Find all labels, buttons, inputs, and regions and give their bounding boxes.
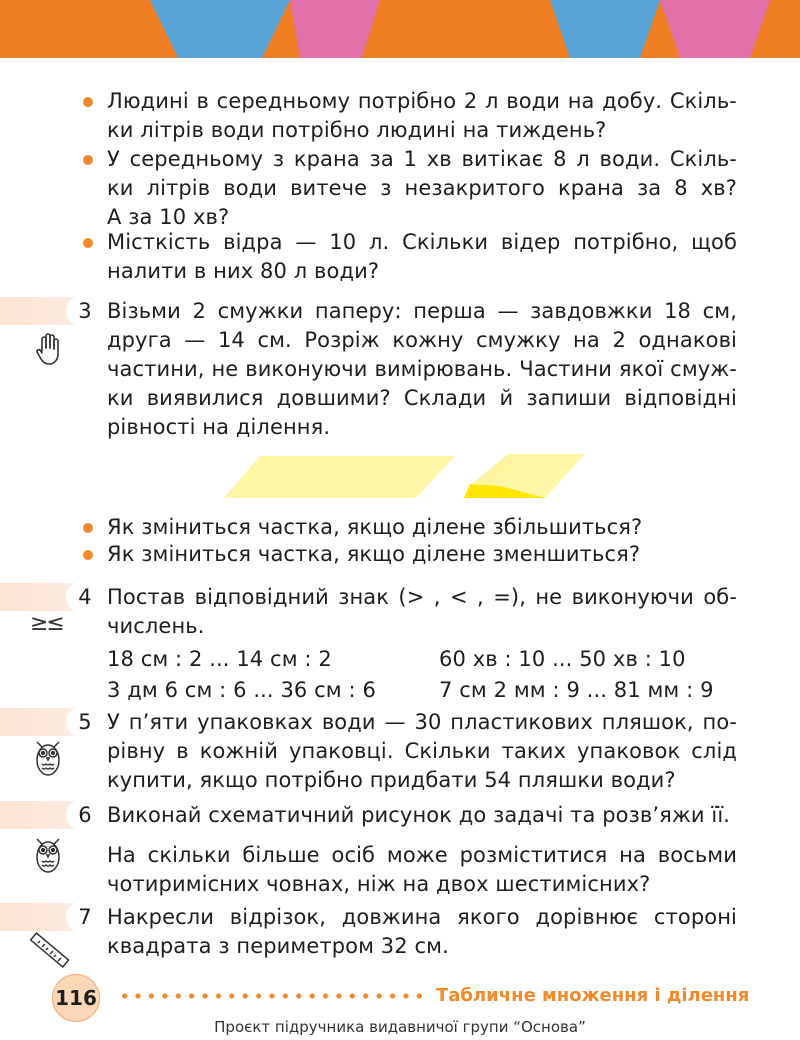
- expression: 18 см : 2 ... 14 см : 2: [107, 647, 332, 671]
- task-number: 5: [66, 707, 104, 737]
- bullet-question-4: Як зміниться частка, якщо ділене збільшиться?: [107, 513, 747, 542]
- expression: 7 см 2 мм : 9 ... 81 мм : 9: [439, 678, 714, 702]
- bullet-question-3: Місткість відра — 10 л. Скільки відер потрібно, щоб налити в них 80 л води?: [107, 228, 737, 286]
- task-number: 6: [66, 800, 104, 830]
- hand-icon: [34, 331, 64, 375]
- ruler-icon: [30, 931, 70, 979]
- task-number: 3: [66, 296, 104, 326]
- bullet-dot: [83, 97, 93, 107]
- expression: 3 дм 6 см : 6 ... 36 см : 6: [107, 678, 376, 702]
- task-5-text: У п’яти упаковках води — 30 пластикових пляшок, по- рівну в кожній упаковці. Скільки таких упаковок слід купити, якщо потрібно придбати 54 пляшки води?: [107, 710, 737, 792]
- bullet-dot: [83, 550, 93, 560]
- publisher-credit: Проєкт підручника видавничої групи “Основа”: [214, 1018, 586, 1036]
- task-3-text: Візьми 2 смужки паперу: перша — завдовжки 18 см, друга — 14 см. Розріж кожну смужку на 2 однакові частини, не виконуючи вимірювань. Частини якої смуж- ки виявилися довшими? Склади й запиши відповідні рівності на ділення.: [107, 299, 737, 439]
- bullet-dot: [83, 238, 93, 248]
- expression: 60 хв : 10 ... 50 хв : 10: [439, 647, 686, 671]
- page-number: 116: [52, 974, 100, 1022]
- compare-signs-icon: ≥≤: [30, 611, 63, 636]
- expression-row: [107, 645, 737, 674]
- section-title: Табличне множення і ділення: [436, 985, 750, 1006]
- owl-icon: [34, 738, 62, 786]
- bullet-question-2: У середньому з крана за 1 хв витікає 8 л води. Скіль- ки літрів води витече з незакритого крана за 8 хв? А за 10 хв?: [107, 145, 737, 232]
- bullet-dot: [83, 523, 93, 533]
- bullet-dot: [83, 155, 93, 165]
- expression-row: [107, 676, 737, 705]
- task-number: 4: [66, 582, 104, 612]
- task-number: 7: [66, 902, 104, 932]
- dotted-divider: [118, 989, 428, 1003]
- bullet-question-5: Як зміниться частка, якщо ділене зменшиться?: [107, 540, 747, 569]
- task-7-text: Накресли відрізок, довжина якого дорівнює стороні квадрата з периметром 32 см.: [107, 905, 737, 958]
- task-4-text: Постав відповідний знак (> , < , =), не виконуючи об- числень. 18 см : 2 ... 14 см : 2 60 хв : 10 ... 50 хв : 10 3 дм 6 см : 6 ... 36 см : 6 7 см 2 мм : 9 ... 81 мм : 9: [107, 583, 737, 705]
- top-banner: [0, 0, 800, 58]
- bullet-question-1: Людині в середньому потрібно 2 л води на добу. Скіль- ки літрів води потрібно людині на тиждень?: [107, 87, 737, 145]
- owl-icon: [34, 835, 62, 883]
- task-6-text: Виконай схематичний рисунок до задачі та розв’яжи її. На скільки більше осіб може розміститися на восьми чотиримісних човнах, ніж на двох шестимісних?: [107, 803, 737, 896]
- paper-strips-illustration: [220, 450, 590, 502]
